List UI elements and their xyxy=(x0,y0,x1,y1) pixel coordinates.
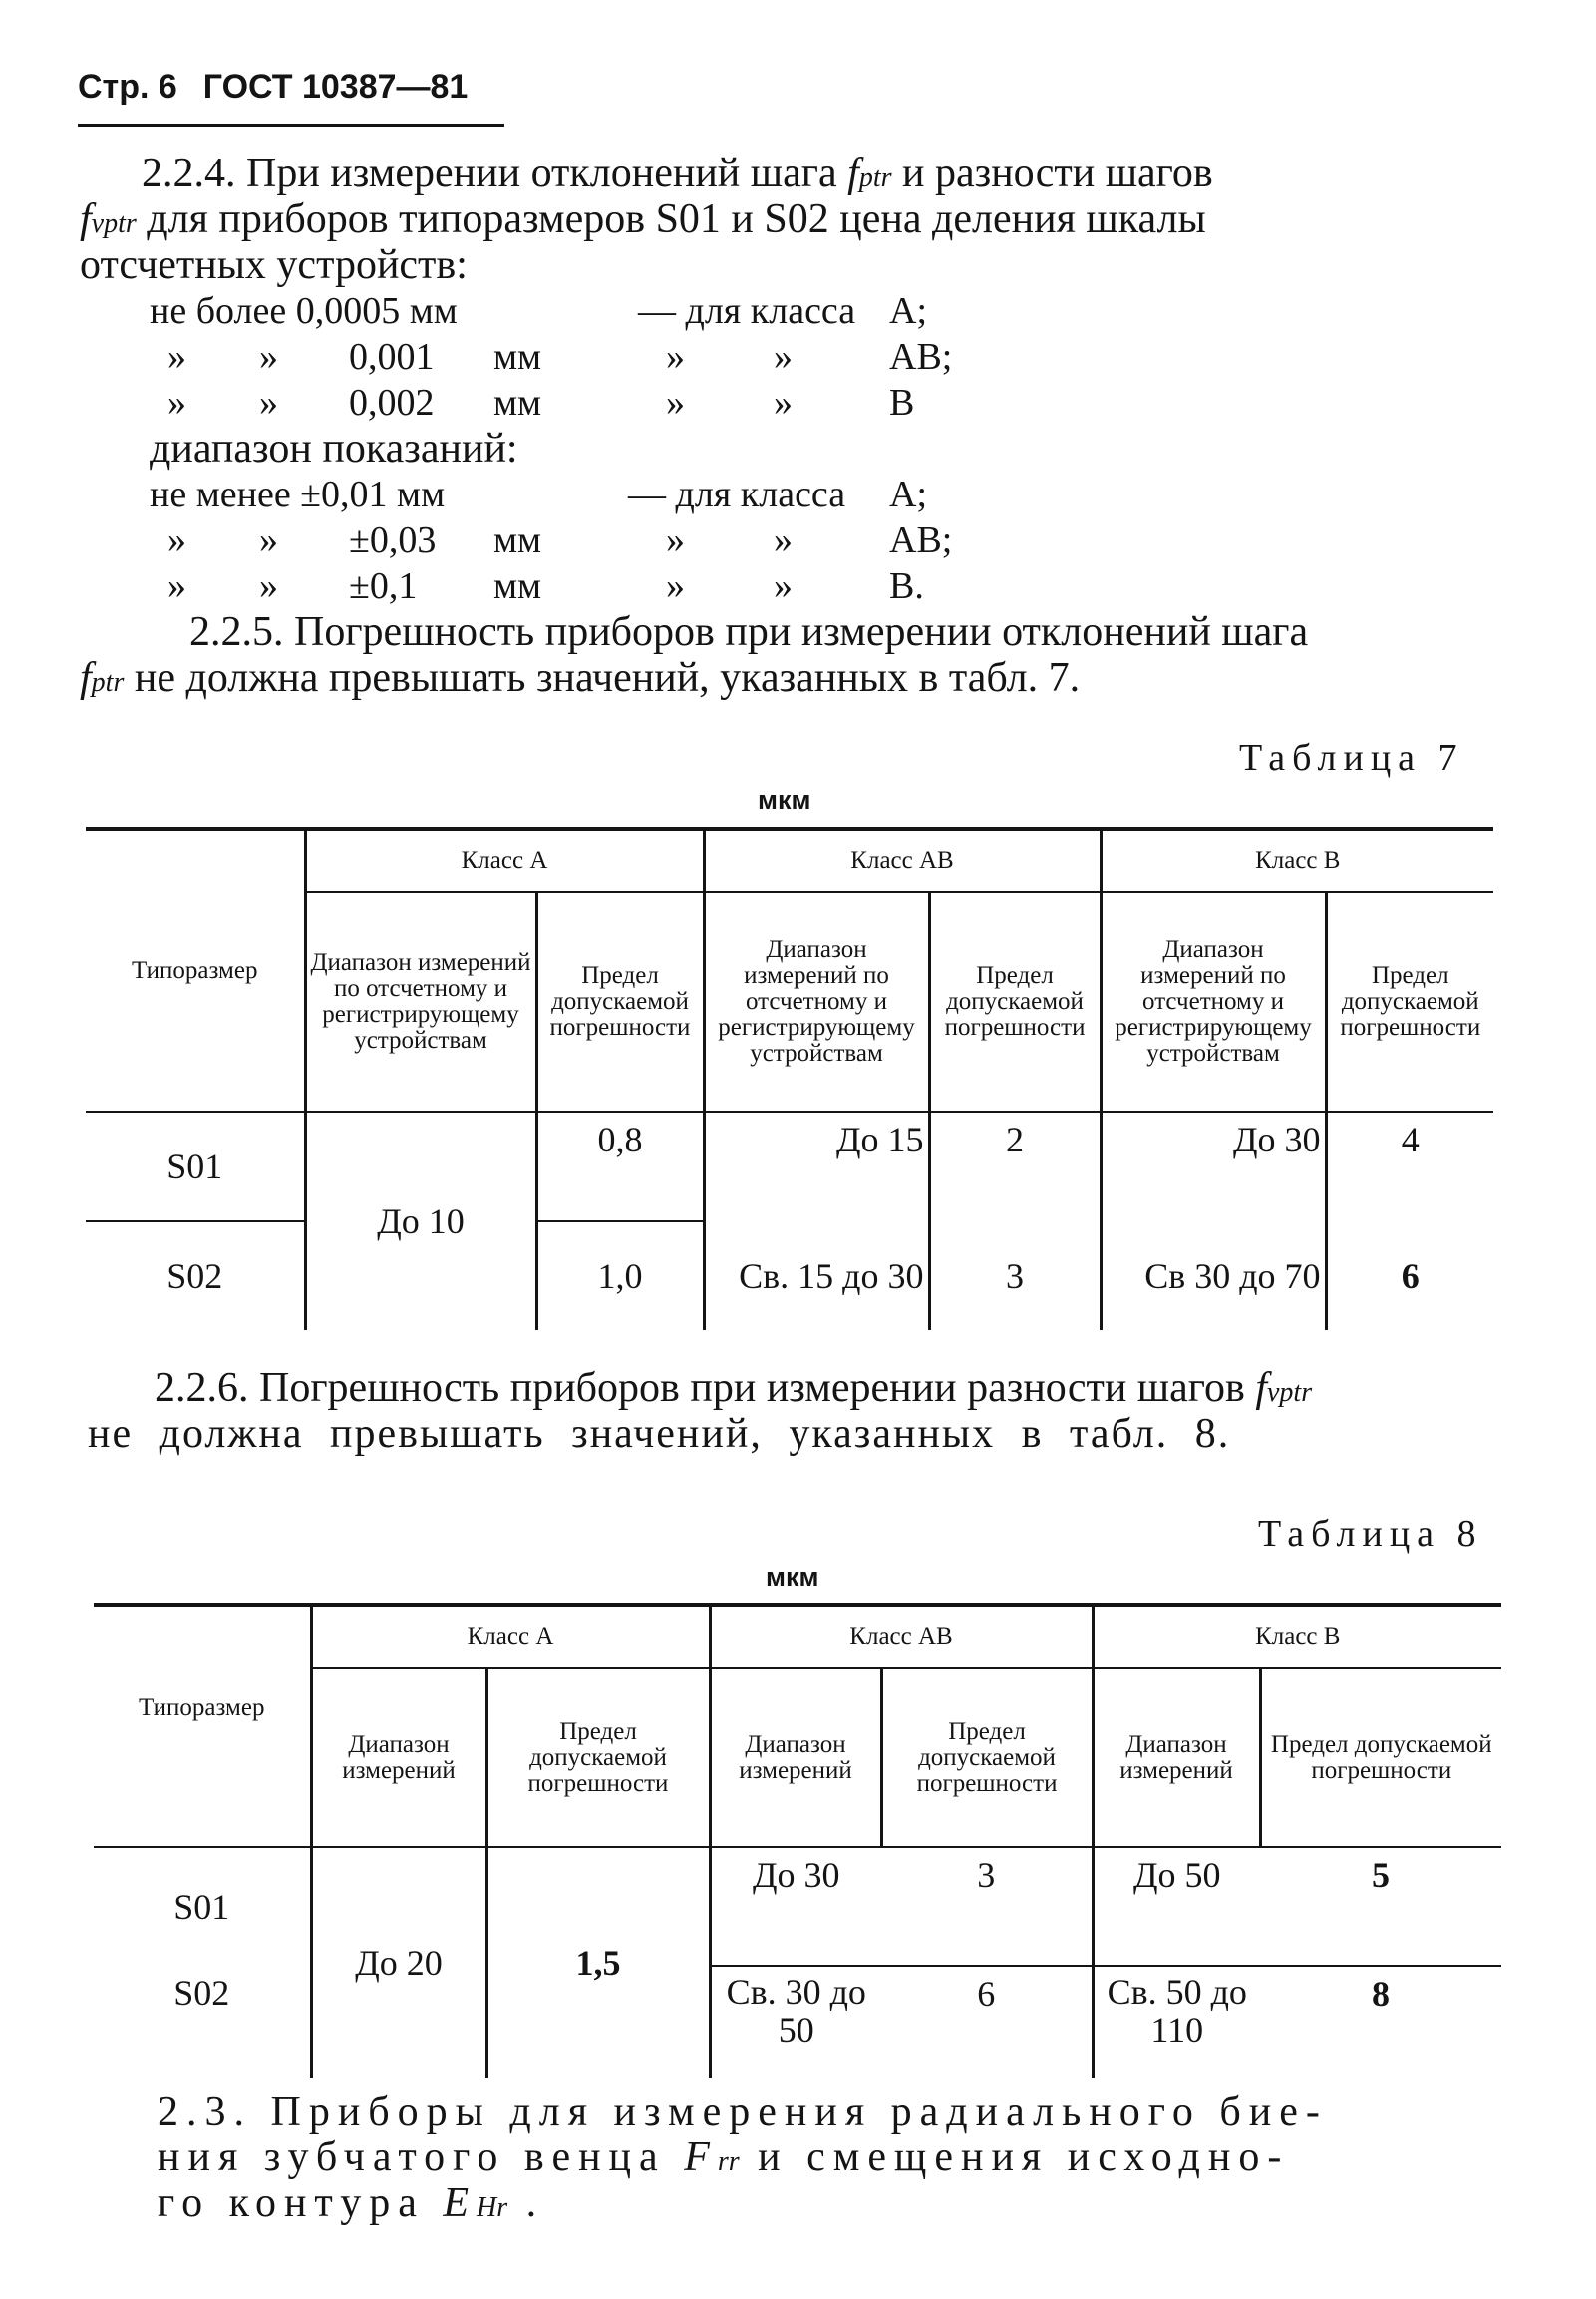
table7-ab-range-s01: До 15 xyxy=(704,1112,929,1221)
division-list: не более 0,0005 мм — для класса А; » » 0,001 мм » » АВ; » » 0,002 мм » » В xyxy=(150,290,953,424)
table8-ab-limit-header: Предел допускаемой погрешности xyxy=(881,1668,1093,1847)
table8-type-s01: S01 xyxy=(173,1887,230,1927)
table7-header-class-ab: Класс АВ xyxy=(704,829,1101,892)
table7-unit: мкм xyxy=(758,785,811,815)
range-title: диапазон показаний: xyxy=(150,426,518,472)
table8-ab-range-header: Диапазон измерений xyxy=(710,1668,881,1847)
p23-line2: ния зубчатого венца Frr и смещения исходно- xyxy=(158,2135,1290,2180)
table8-ab-limit-s02: 6 xyxy=(977,1974,996,2014)
table7-ab-limit-s01: 2 xyxy=(929,1112,1101,1221)
table7-ab-range-s02: Св. 15 до 30 xyxy=(704,1221,929,1330)
table8-ab-range-s02: Св. 30 до 50 xyxy=(710,1966,881,2078)
table7-ab-range-header: Диапазон измерений по отсчетному и регистрирующему устройствам xyxy=(704,892,929,1112)
table7-header-type: Типоразмер xyxy=(86,829,305,1112)
header-rule xyxy=(78,124,504,127)
table7-b-range-header: Диапазон измерений по отсчетному и регистрирующему устройствам xyxy=(1101,892,1326,1112)
page-header xyxy=(78,68,468,107)
table8-header-type: Типоразмер xyxy=(94,1605,311,1847)
table8-a-limit-cell: 1,5 xyxy=(486,1847,710,2078)
p226-line1: 2.2.6. Погрешность приборов при измерении разности шагов fvptr xyxy=(155,1365,1313,1411)
table8-ab-range-s01: До 30 xyxy=(710,1847,881,1966)
table7-type-s02: S02 xyxy=(166,1256,223,1296)
p23-line1: 2.3. Приборы для измерения радиального бие- xyxy=(158,2089,1328,2135)
table8-b-limit-s01: 5 xyxy=(1260,1847,1501,1966)
table7-a-limit-header: Предел допускаемой погрешности xyxy=(536,892,704,1112)
table7-b-limit-s02: 6 xyxy=(1326,1221,1493,1330)
table7-b-limit-s01: 4 xyxy=(1326,1112,1493,1221)
p224-line1: 2.2.4. При измерении отклонений шага fptr и разности шагов xyxy=(142,151,1213,196)
table7-a-range-cell: До 10 xyxy=(305,1112,536,1330)
table8-type-s02: S02 xyxy=(173,1973,230,2013)
table7-b-limit-header: Предел допускаемой погрешности xyxy=(1326,892,1493,1112)
page-number: Стр. 6 xyxy=(78,68,177,106)
p224-line2: fvptr для приборов типоразмеров S01 и S02 цена деления шкалы xyxy=(80,196,1206,242)
table8-header-class-b: Класс В xyxy=(1093,1605,1501,1668)
table8-b-range-s01: До 50 xyxy=(1093,1847,1260,1966)
table8 xyxy=(94,1603,1501,2078)
p225-line1: 2.2.5. Погрешность приборов при измерении отклонений шага xyxy=(189,609,1309,655)
table8-header-class-a: Класс А xyxy=(311,1605,710,1668)
table7-type-s01: S01 xyxy=(86,1112,305,1221)
table8-b-range-s02: Св. 50 до 110 xyxy=(1093,1966,1260,2078)
table-row xyxy=(86,1221,1493,1330)
p224-line3: отсчетных устройств: xyxy=(80,242,468,288)
table8-a-range-header: Диапазон измерений xyxy=(311,1668,486,1847)
table7-a-limit-s02: 1,0 xyxy=(536,1221,704,1330)
p225-line2: fptr не должна превышать значений, указанных в табл. 7. xyxy=(80,655,1081,701)
table8-header-class-ab: Класс АВ xyxy=(710,1605,1093,1668)
table7-header-class-b: Класс В xyxy=(1101,829,1493,892)
table7-b-range-s01: До 30 xyxy=(1101,1112,1326,1221)
table-row xyxy=(86,1112,1493,1221)
table-row xyxy=(94,1966,1501,2078)
table-row xyxy=(94,1847,1501,1966)
table7-header-class-a: Класс А xyxy=(305,829,704,892)
table7-a-range-header: Диапазон измерений по отсчетному и регистрирующему устройствам xyxy=(305,892,536,1112)
table8-ab-limit-s01: 3 xyxy=(881,1847,1093,1966)
table8-unit: мкм xyxy=(766,1562,819,1592)
range-list: не менее ±0,01 мм — для класса А; » » ±0,03 мм » » АВ; » » ±0,1 мм » » В. xyxy=(150,474,953,607)
p226-line2: не должна превышать значений, указанных в табл. 8. xyxy=(88,1411,1231,1457)
table8-b-range-header: Диапазон измерений xyxy=(1093,1668,1260,1847)
table8-caption: Таблица 8 xyxy=(1258,1513,1483,1555)
table7-ab-limit-s02: 3 xyxy=(929,1221,1101,1330)
standard-number: ГОСТ 10387—81 xyxy=(202,68,469,106)
table7 xyxy=(86,827,1493,1330)
table7-a-limit-s01: 0,8 xyxy=(536,1112,704,1221)
table8-a-limit-header: Предел допускаемой погрешности xyxy=(486,1668,710,1847)
table8-b-limit-header: Предел допускаемой погрешности xyxy=(1260,1668,1501,1847)
table7-ab-limit-header: Предел допускаемой погрешности xyxy=(929,892,1101,1112)
table8-b-limit-s02: 8 xyxy=(1372,1974,1391,2014)
table7-caption: Таблица 7 xyxy=(1239,737,1464,779)
table7-b-range-s02: Св 30 до 70 xyxy=(1101,1221,1326,1330)
p23-line3: го контура EHr . xyxy=(158,2180,545,2226)
table8-a-range-cell: До 20 xyxy=(311,1847,486,2078)
